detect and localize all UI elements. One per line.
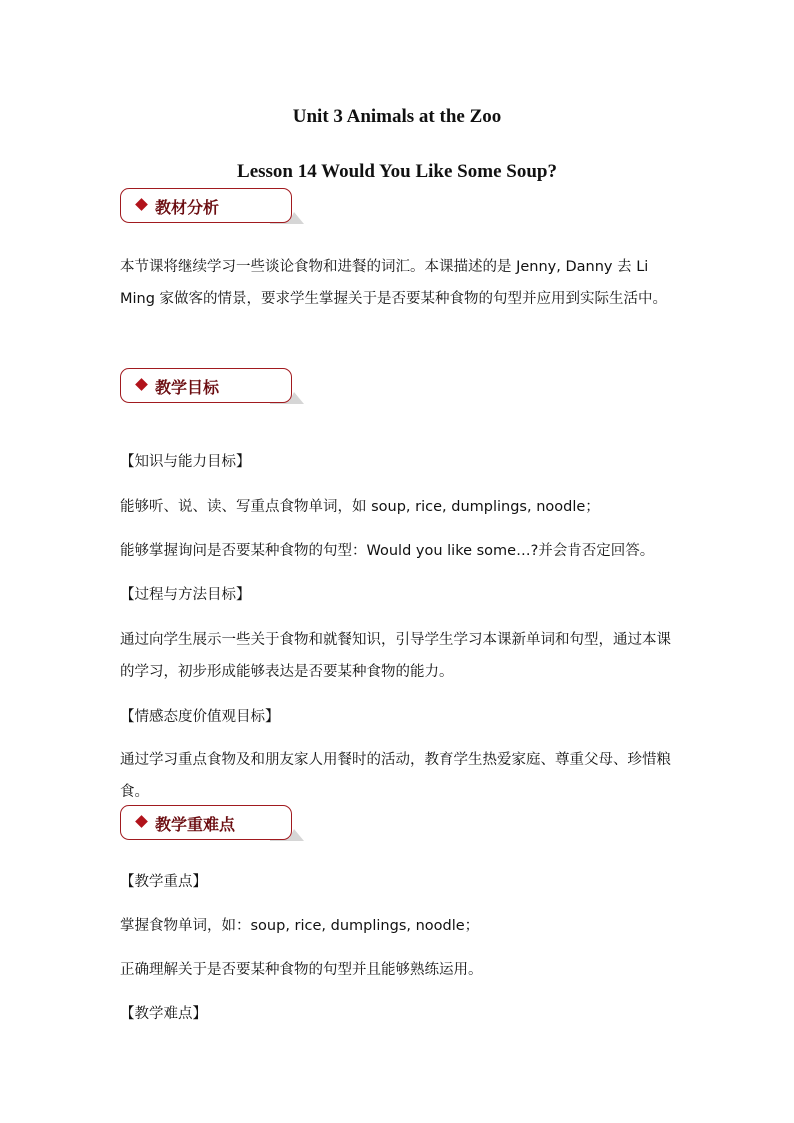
section-header-materials [120, 188, 305, 228]
key-points-heading: 【教学重点】 [120, 874, 207, 890]
key-points-paragraph-1: 掌握食物单词，如：soup, rice, dumplings, noodle； [120, 918, 480, 934]
emotion-paragraph: 通过学习重点食物及和朋友家人用餐时的活动，教育学生热爱家庭、尊重父母、珍惜粮食。 [120, 752, 671, 800]
section-header-objectives [120, 368, 305, 408]
section-label: 教学目标 [155, 378, 220, 397]
knowledge-paragraph-2: 能够掌握询问是否要某种食物的句型：Would you like some…?并会肯否定回答。 [120, 543, 655, 559]
unit-title: Unit 3 Animals at the Zoo [292, 106, 502, 127]
process-heading: 【过程与方法目标】 [120, 587, 251, 603]
lesson-title: Lesson 14 Would You Like Some Soup? [237, 161, 557, 182]
emotion-heading: 【情感态度价值观目标】 [120, 709, 280, 725]
section-label: 教学重难点 [155, 815, 236, 834]
key-points-paragraph-2: 正确理解关于是否要某种食物的句型并且能够熟练运用。 [120, 962, 483, 978]
materials-paragraph: 本节课将继续学习一些谈论食物和进餐的词汇。本课描述的是 Jenny, Danny 去 Li Ming 家做客的情景，要求学生掌握关于是否要某种食物的句型并应用到实际生活中。 [120, 259, 668, 307]
knowledge-heading: 【知识与能力目标】 [120, 454, 251, 470]
difficult-points-heading: 【教学难点】 [120, 1006, 207, 1022]
section-header-key-points [120, 805, 305, 845]
section-label: 教材分析 [155, 198, 220, 217]
knowledge-paragraph-1: 能够听、说、读、写重点食物单词，如 soup, rice, dumplings, noodle； [120, 499, 600, 515]
process-paragraph: 通过向学生展示一些关于食物和就餐知识，引导学生学习本课新单词和句型，通过本课的学习，初步形成能够表达是否要某种食物的能力。 [120, 632, 671, 680]
